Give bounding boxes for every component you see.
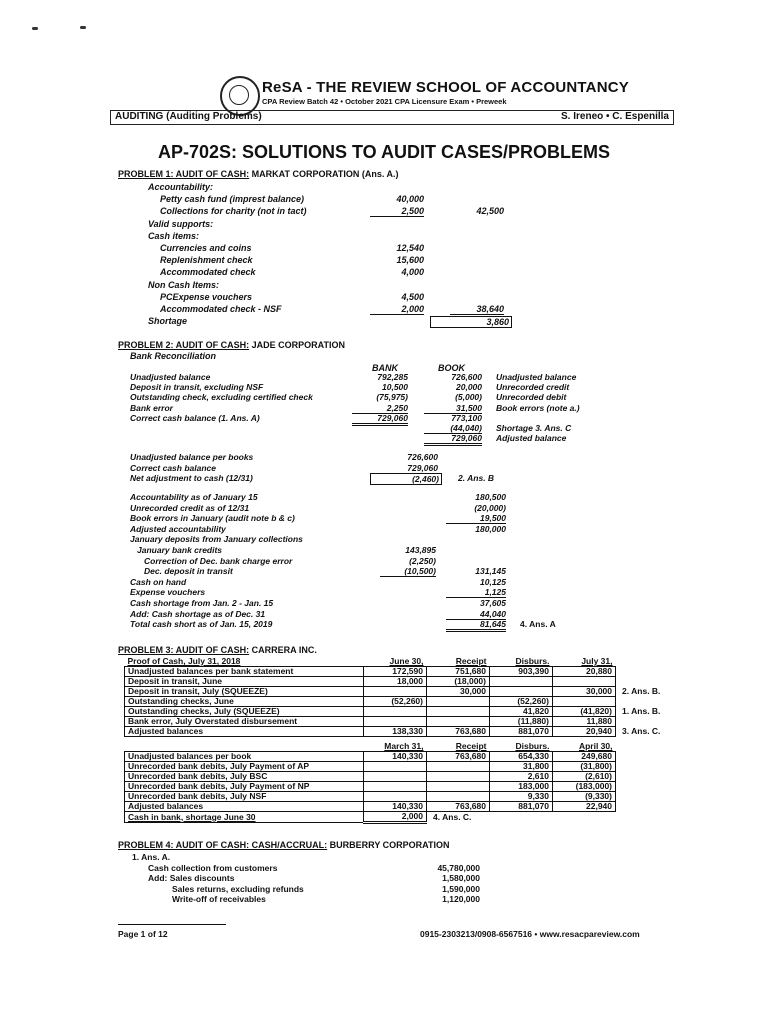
table-row [125,717,664,727]
table-cell: (52,260) [490,697,553,707]
answer-label: 1. Ans. B. [622,706,661,716]
table-cell: 2,610 [490,772,553,782]
accountability-label: January bank credits [137,545,223,555]
book-adjustment-label: Unrecorded credit [496,382,570,393]
audit-line-amount: 4,500 [401,291,424,302]
accountability-label: Add: Cash shortage as of Dec. 31 [130,608,266,619]
shortage-row [125,812,616,823]
accountability-label: Book errors in January (audit note b & c) [130,513,295,524]
table-cell [427,717,490,727]
school-title: ReSA - THE REVIEW SCHOOL OF ACCOUNTANCY [262,79,629,96]
accountability-amount: 180,500 [475,492,506,502]
bank-amount: 10,500 [382,382,408,393]
table-cell: 172,590 [364,667,427,677]
table-cell: Unrecorded bank debits, July NSF [125,792,364,802]
collection-amount: 45,780,000 [437,863,480,873]
table-cell: 654,330 [490,752,553,762]
accountability-detail: 143,895 [405,545,436,555]
audit-line-total: 3,860 [430,316,512,328]
accountability-label: Total cash short as of Jan. 15, 2019 [130,619,273,630]
reconciliation-label: Deposit in transit, excluding NSF [130,382,264,393]
audit-line-label: Accommodated check [160,267,256,278]
table-cell: Unrecorded bank debits, July BSC [125,772,364,782]
accountability-amount: 131,145 [475,566,506,577]
table-cell: Unadjusted balances per bank statement [125,667,364,677]
table-cell: 751,680 [427,667,490,677]
table-cell [553,697,616,707]
audit-line-label: Valid supports: [148,218,214,229]
authors-label: S. Ireneo • C. Espenilla [561,111,669,122]
table-cell [427,782,490,792]
table-cell: Bank error, July Overstated disbursement [125,717,364,727]
table-cell [364,782,427,792]
adjustment-label: Net adjustment to cash (12/31) [130,473,253,483]
problem-4-answer: 1. Ans. A. [132,852,171,862]
answer-label [616,697,664,707]
audit-line-amount: 12,540 [396,243,424,253]
table-row [125,727,664,737]
table-cell [364,762,427,772]
reconciliation-label: Bank error [130,402,173,413]
table-row [125,687,664,697]
audit-line-total: 42,500 [476,206,504,217]
table-cell: Outstanding checks, June [125,697,364,707]
audit-line-label: Collections for charity (not in tact) [160,206,307,217]
audit-line-label: Currencies and coins [160,243,252,253]
table-cell: Unrecorded bank debits, July Payment of NP [125,782,364,792]
table-cell [490,687,553,697]
collection-amount: 1,590,000 [442,883,480,894]
answer-label: 4. Ans. C. [433,811,472,822]
collection-label: Cash collection from customers [148,863,278,873]
table-cell: (41,820) [553,707,616,717]
accountability-amount: 10,125 [480,576,506,587]
table-row [125,802,616,812]
table-header-cell: March 31, [384,741,424,751]
answer-label [616,677,664,687]
table-cell: 881,070 [490,727,553,737]
table-cell: 763,680 [427,727,490,737]
audit-line-label: PCExpense vouchers [160,291,253,302]
table-cell: (11,880) [490,717,553,727]
table-cell: 18,000 [364,677,427,687]
table-cell: Adjusted balances [125,802,364,812]
accountability-label: Cash on hand [130,576,187,587]
table-cell: 9,330 [490,792,553,802]
accountability-amount: 180,000 [475,523,506,534]
table-cell [364,772,427,782]
accountability-label: Expense vouchers [130,587,206,598]
answer-label: 2. Ans. B. [622,686,661,696]
book-column-header: BOOK [438,363,465,373]
collection-label: Add: Sales discounts [148,873,235,884]
collection-label: Sales returns, excluding refunds [172,883,304,894]
scan-speck [32,27,38,30]
book-reconciliation-table [124,742,616,824]
table-cell [364,792,427,802]
scan-speck [80,26,86,29]
audit-line-amount: 40,000 [396,194,424,205]
adjustment-answer: 2. Ans. B [458,473,495,483]
accountability-amount: 1,125 [446,587,506,598]
accountability-label: Unrecorded credit as of 12/31 [130,502,250,513]
table-cell: 22,940 [553,802,616,812]
accountability-amount: (20,000) [474,502,506,513]
book-adjustment-label: Unrecorded debit [496,392,567,403]
accountability-label: January deposits from January collections [130,534,303,545]
table-cell: Deposit in transit, June [125,677,364,687]
accountability-detail: (10,500) [380,566,436,577]
document-title: AP-702S: SOLUTIONS TO AUDIT CASES/PROBLEMS [157,142,611,162]
table-cell: 20,880 [553,667,616,677]
audit-line-label: Accommodated check - NSF [160,304,282,314]
audit-line-label: Replenishment check [160,255,253,266]
bank-amount: 2,250 [352,403,408,414]
book-amount: 31,500 [424,403,482,414]
book-amount: 729,060 [424,433,482,446]
table-cell [364,707,427,717]
table-cell: Unadjusted balances per book [125,752,364,762]
audit-line-label: Petty cash fund (imprest balance) [160,194,305,205]
table-cell: Deposit in transit, July (SQUEEZE) [125,687,364,697]
table-header-cell: Disburs. [515,656,550,666]
collection-amount: 1,580,000 [442,873,480,884]
table-cell: Outstanding checks, July (SQUEEZE) [125,707,364,717]
table-row [125,782,616,792]
table-cell [427,772,490,782]
book-adjustment-label: Book errors (note a.) [496,402,580,413]
accountability-label: Accountability as of January 15 [130,492,258,502]
table-cell [553,677,616,687]
audit-line-label: Non Cash Items: [148,279,220,290]
table-cell: (2,610) [553,772,616,782]
table-cell: Unrecorded bank debits, July Payment of AP [125,762,364,772]
table-cell: Cash in bank, shortage June 30 [125,812,364,823]
table-cell: 183,000 [490,782,553,792]
table-cell: 11,880 [553,717,616,727]
table-cell: 140,330 [364,752,427,762]
table-row [125,667,664,677]
proof-of-cash-table [124,657,664,737]
table-cell: 30,000 [553,687,616,697]
table-header-cell: July 31, [581,656,613,666]
accountability-label: Dec. deposit in transit [144,566,233,577]
table-cell [364,717,427,727]
audit-line-amount: 15,600 [396,255,424,266]
page-number: Page 1 of 12 [118,929,168,939]
adjustment-amount: 726,600 [407,452,438,462]
accountability-answer: 4. Ans. A [520,619,556,630]
table-row [125,752,616,762]
book-amount: 726,600 [451,372,482,382]
accountability-amount: 44,040 [446,609,506,620]
table-cell: 763,680 [427,802,490,812]
audit-line-label: Accountability: [148,182,214,192]
table-header-cell: April 30, [578,741,613,751]
problem-3-heading: PROBLEM 3: AUDIT OF CASH: CARRERA INC. [118,645,317,655]
problem-4-heading: PROBLEM 4: AUDIT OF CASH: CASH/ACCRUAL: BURBERRY CORPORATION [118,840,450,850]
table-header-cell: Receipt [455,656,487,666]
table-cell [427,697,490,707]
accountability-label: Cash shortage from Jan. 2 - Jan. 15 [130,598,274,608]
table-header-cell: Proof of Cash, July 31, 2018 [127,656,241,666]
collection-amount: 1,120,000 [442,894,480,905]
table-cell: 30,000 [427,687,490,697]
table-row [125,697,664,707]
table-cell [427,707,490,717]
adjustment-label: Correct cash balance [130,462,216,473]
audit-line-amount: 4,000 [401,267,424,278]
problem-2-heading: PROBLEM 2: AUDIT OF CASH: JADE CORPORATION [118,340,346,350]
school-subtitle: CPA Review Batch 42 • October 2021 CPA Licensure Exam • Preweek [262,97,507,106]
table-header-cell: Disburs. [515,741,550,751]
table-cell: (9,330) [553,792,616,802]
accountability-amount: 37,605 [480,598,506,608]
reconciliation-label: Outstanding check, excluding certified check [130,392,313,403]
subject-bar [110,110,674,125]
table-cell: (183,000) [553,782,616,792]
accountability-label: Correction of Dec. bank charge error [144,555,293,566]
book-adjustment-label: Adjusted balance [496,433,567,444]
accountability-amount: 19,500 [446,513,506,524]
answer-label: 3. Ans. C. [622,726,661,736]
table-cell [427,762,490,772]
reconciliation-label: Unadjusted balance [130,372,211,382]
table-cell: 249,680 [553,752,616,762]
table-row [125,677,664,687]
bank-column-header: BANK [372,363,398,373]
table-cell: 138,330 [364,727,427,737]
table-cell: 2,000 [364,812,427,823]
table-row [125,772,616,782]
table-row [125,707,664,717]
table-cell: (18,000) [427,677,490,687]
table-row [125,762,616,772]
accountability-detail: (2,250) [409,555,436,566]
book-adjustment-label: Shortage 3. Ans. C [496,423,572,433]
table-header-cell: June 30, [389,656,424,666]
collection-label: Write-off of receivables [172,894,266,905]
bank-amount: (75,975) [376,392,408,403]
book-amount: 773,100 [451,412,482,423]
book-adjustment-label: Unadjusted balance [496,372,577,382]
table-cell: (52,260) [364,697,427,707]
table-cell: 20,940 [553,727,616,737]
bank-amount: 729,060 [352,413,408,426]
table-cell: 763,680 [427,752,490,762]
accountability-label: Adjusted accountability [130,523,226,534]
table-cell: 41,820 [490,707,553,717]
book-amount: (5,000) [455,392,482,403]
adjustment-label: Unadjusted balance per books [130,452,254,462]
reconciliation-label: Correct cash balance (1. Ans. A) [130,412,260,423]
accountability-amount: 81,645 [446,619,506,632]
contact-info: 0915-2303213/0908-6567516 • www.resacpareview.com [420,929,640,939]
problem-1-heading: PROBLEM 1: AUDIT OF CASH: MARKAT CORPORATION (Ans. A.) [118,169,399,179]
audit-line-total: 38,640 [450,304,504,315]
answer-label [616,717,664,727]
table-cell: (31,800) [553,762,616,772]
book-amount: (44,040) [424,423,482,434]
adjustment-amount: (2,460) [370,473,442,485]
answer-label [616,667,664,677]
table-cell: Adjusted balances [125,727,364,737]
bank-reconciliation-label: Bank Reconciliation [130,351,217,361]
bank-amount: 792,285 [377,372,408,382]
footer-rule [118,924,226,925]
table-cell: 881,070 [490,802,553,812]
table-cell: 903,390 [490,667,553,677]
subject-label: AUDITING (Auditing Problems) [115,111,262,122]
book-amount: 20,000 [456,382,482,393]
audit-line-amount: 2,000 [370,304,424,315]
table-cell: 31,800 [490,762,553,772]
adjustment-amount: 729,060 [370,463,438,474]
table-cell: 140,330 [364,802,427,812]
table-cell [490,677,553,687]
table-cell [364,687,427,697]
table-cell [427,792,490,802]
table-row [125,792,616,802]
table-header-cell: Receipt [455,741,487,751]
audit-line-label: Cash items: [148,230,200,241]
audit-line-amount: 2,500 [370,206,424,217]
audit-line-label: Shortage [148,316,188,327]
